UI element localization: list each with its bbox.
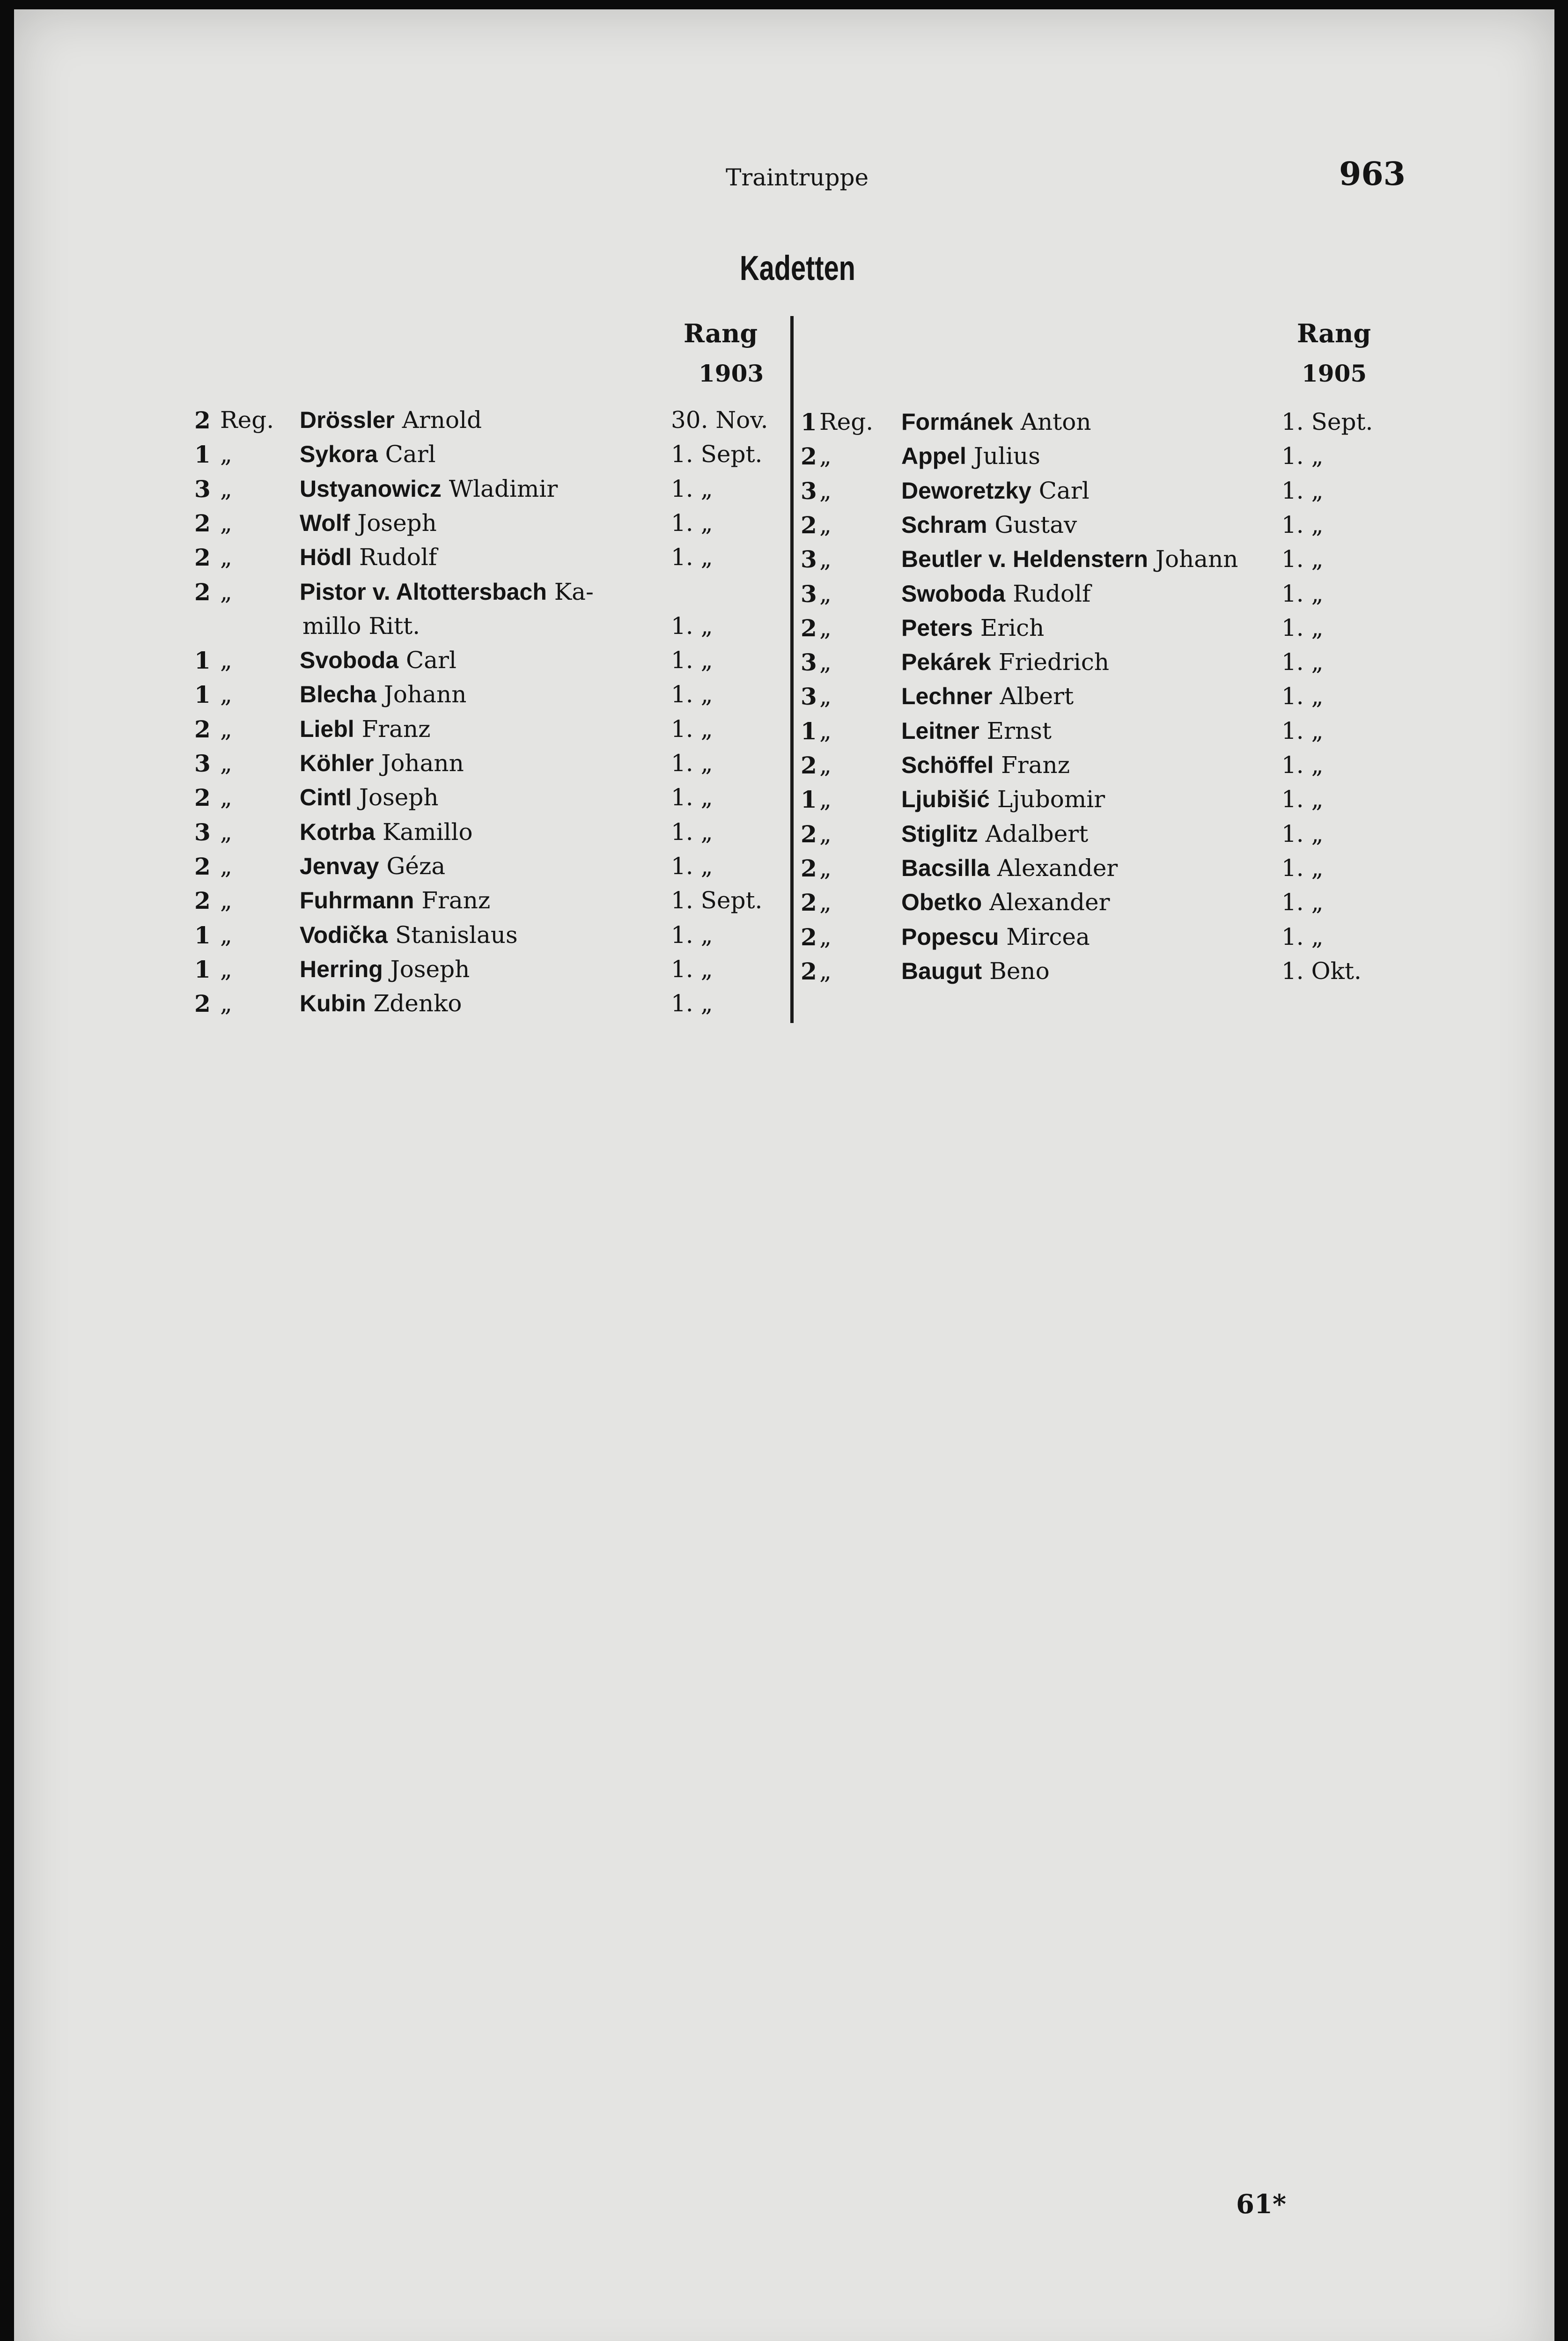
cadet-given-name: Rudolf — [1005, 580, 1091, 607]
list-item — [801, 442, 1540, 477]
cadet-given-name: Albert — [992, 683, 1074, 710]
regiment-label: „ — [819, 648, 832, 676]
rank-date: 1. „ — [671, 818, 713, 846]
cadet-surname: Svoboda — [300, 647, 399, 674]
regiment-number: 1 — [194, 921, 211, 949]
regiment-number: 2 — [801, 442, 817, 471]
regiment-number: 2 — [194, 990, 211, 1018]
cadet-surname: Obetko — [901, 889, 982, 916]
regiment-number: 1 — [194, 441, 211, 469]
list-item — [194, 784, 780, 818]
regiment-label: „ — [819, 511, 832, 538]
list-item — [194, 921, 780, 956]
rank-date: 1. „ — [671, 921, 713, 949]
cadet-surname: Pekárek — [901, 649, 991, 676]
rank-date: 1. „ — [671, 955, 713, 983]
cadet-surname: Kotrba — [300, 818, 375, 845]
regiment-number: 2 — [194, 852, 211, 880]
regiment-number: 2 — [194, 887, 211, 915]
cadet-name — [901, 923, 1090, 950]
cadet-name — [300, 887, 490, 914]
regiment-number: 2 — [801, 923, 817, 951]
list-item — [194, 990, 780, 1024]
cadet-surname: Peters — [901, 614, 973, 641]
regiment-number: 2 — [194, 578, 211, 606]
cadet-name — [901, 786, 1105, 813]
regiment-number: 2 — [194, 715, 211, 743]
regiment-number: 1 — [194, 681, 211, 709]
regiment-number: 2 — [801, 511, 817, 539]
cadet-name — [300, 715, 431, 743]
cadet-name — [901, 648, 1109, 676]
regiment-number: 2 — [801, 614, 817, 642]
cadet-name — [901, 683, 1074, 710]
list-item — [194, 612, 780, 647]
cadet-surname: Baugut — [901, 957, 982, 984]
cadet-name — [300, 647, 456, 674]
cadet-given-name: Franz — [994, 751, 1070, 779]
list-item — [194, 544, 780, 578]
cadet-given-name: Arnold — [394, 406, 482, 434]
list-item — [801, 717, 1540, 751]
regiment-label: „ — [819, 820, 832, 847]
regiment-label: „ — [819, 923, 832, 950]
list-item — [194, 750, 780, 784]
regiment-number: 2 — [801, 889, 817, 917]
cadet-given-name: Joseph — [352, 784, 439, 811]
regiment-label: „ — [819, 786, 832, 813]
regiment-label: „ — [220, 578, 232, 605]
regiment-label: „ — [819, 545, 832, 573]
cadet-name — [901, 614, 1044, 641]
list-item — [194, 956, 780, 990]
cadet-given-name: Alexander — [990, 854, 1118, 882]
rank-date: 1. „ — [671, 647, 713, 674]
regiment-number: 3 — [194, 750, 211, 777]
regiment-number: 2 — [801, 854, 817, 882]
rank-date: 1. „ — [671, 544, 713, 571]
cadet-surname: Appel — [901, 443, 966, 470]
right-year: 1905 — [1302, 360, 1367, 387]
rank-date: 1. Okt. — [1281, 957, 1362, 985]
list-item — [801, 477, 1540, 511]
cadet-given-name: Johann — [374, 750, 464, 777]
list-item — [801, 889, 1540, 923]
running-header: Traintruppe — [726, 164, 869, 191]
rank-date: 30. Nov. — [671, 406, 768, 434]
rank-date: 1. „ — [671, 990, 713, 1017]
list-item — [194, 509, 780, 544]
regiment-number: 1 — [194, 955, 211, 983]
regiment-label: „ — [220, 750, 232, 777]
regiment-number: 1 — [194, 647, 211, 675]
regiment-label: Reg. — [220, 406, 274, 434]
cadet-surname: Hödl — [300, 544, 352, 571]
regiment-label: „ — [220, 715, 232, 743]
cadet-given-name: Rudolf — [352, 544, 437, 571]
rank-date: 1. „ — [1281, 854, 1324, 882]
regiment-label: „ — [819, 751, 832, 779]
rank-date: 1. „ — [671, 509, 713, 537]
cadet-name — [300, 578, 594, 605]
cadet-name — [901, 820, 1088, 847]
cadet-given-name: Anton — [1013, 408, 1091, 435]
regiment-label: „ — [220, 441, 232, 468]
list-item — [801, 648, 1540, 683]
page — [14, 9, 1554, 2341]
list-item — [801, 545, 1540, 580]
cadet-surname: Blecha — [300, 681, 376, 708]
cadet-given-name: Stanislaus — [388, 921, 518, 949]
cadet-name — [300, 406, 482, 434]
rank-date: 1. „ — [1281, 477, 1324, 504]
cadet-surname: Vodička — [300, 921, 388, 948]
rank-date: 1. Sept. — [671, 441, 763, 468]
list-item — [194, 578, 780, 612]
regiment-number: 3 — [194, 475, 211, 503]
cadet-given-name: Carl — [1031, 477, 1090, 504]
cadet-surname: Drössler — [300, 407, 395, 433]
cadet-name — [901, 957, 1050, 985]
cadet-surname: Fuhrmann — [300, 887, 414, 914]
regiment-label: „ — [220, 475, 232, 502]
cadet-name — [300, 475, 558, 502]
rank-date: 1. „ — [671, 784, 713, 811]
regiment-label: „ — [220, 647, 232, 674]
rank-date: 1. „ — [1281, 545, 1324, 573]
cadet-given-name: Ljubomir — [989, 786, 1105, 813]
cadet-given-name: Gustav — [987, 511, 1077, 538]
cadet-name — [300, 784, 439, 811]
regiment-number: 2 — [194, 406, 211, 434]
cadet-name — [300, 509, 437, 537]
section-title: Kadetten — [740, 249, 855, 287]
regiment-number: 2 — [194, 544, 211, 572]
cadet-given-name: Friedrich — [991, 648, 1110, 676]
cadet-surname: Sykora — [300, 441, 378, 468]
cadet-given-name: Franz — [354, 715, 431, 743]
rank-date: 1. „ — [671, 750, 713, 777]
rank-date: 1. „ — [1281, 786, 1324, 813]
cadet-given-name: Beno — [982, 957, 1050, 985]
regiment-label: „ — [819, 889, 832, 916]
regiment-label: „ — [220, 544, 232, 571]
list-item — [194, 715, 780, 750]
regiment-number: 3 — [801, 545, 817, 574]
cadet-name — [901, 580, 1091, 607]
signature-mark: 61* — [1236, 2189, 1287, 2220]
regiment-label: „ — [220, 509, 232, 537]
list-item — [801, 854, 1540, 889]
rank-date: 1. „ — [1281, 889, 1324, 916]
cadet-surname: Kubin — [300, 990, 366, 1017]
cadet-given-name: millo Ritt. — [302, 612, 420, 640]
cadet-given-name: Ka- — [546, 578, 594, 605]
regiment-number: 2 — [801, 820, 817, 848]
regiment-number: 2 — [801, 957, 817, 985]
rank-date: 1. „ — [1281, 580, 1324, 607]
list-item — [194, 818, 780, 853]
cadet-given-name: Alexander — [982, 889, 1110, 916]
regiment-label: „ — [819, 717, 832, 744]
list-item — [801, 923, 1540, 957]
cadet-surname: Formánek — [901, 409, 1013, 435]
list-item — [194, 647, 780, 681]
cadet-surname: Jenvay — [300, 853, 379, 879]
regiment-number: 3 — [194, 818, 211, 846]
cadet-surname: Herring — [300, 956, 383, 982]
cadet-name — [901, 408, 1091, 435]
cadet-surname: Leitner — [901, 717, 979, 744]
regiment-number: 3 — [801, 648, 817, 677]
regiment-label: „ — [220, 681, 232, 708]
regiment-label: „ — [819, 854, 832, 882]
regiment-label: „ — [819, 614, 832, 641]
regiment-number: 1 — [801, 717, 817, 745]
regiment-label: „ — [220, 921, 232, 949]
regiment-label: „ — [220, 818, 232, 846]
list-item — [801, 511, 1540, 545]
regiment-number: 2 — [194, 784, 211, 812]
cadet-name — [300, 990, 462, 1017]
regiment-label: Reg. — [819, 408, 874, 435]
regiment-number: 1 — [801, 786, 817, 814]
regiment-label: „ — [220, 852, 232, 880]
left-year: 1903 — [699, 360, 764, 387]
cadet-name — [901, 511, 1077, 538]
cadet-name — [901, 854, 1118, 882]
cadet-given-name: Mircea — [999, 923, 1090, 950]
list-item — [801, 786, 1540, 820]
rank-date: 1. „ — [1281, 717, 1324, 744]
list-item — [801, 957, 1540, 992]
left-rang-label: Rang — [684, 318, 758, 348]
regiment-label: „ — [819, 957, 832, 985]
column-divider — [790, 316, 794, 1023]
list-item — [194, 441, 780, 475]
rank-date: 1. „ — [671, 852, 713, 880]
cadet-given-name: Zdenko — [366, 990, 462, 1017]
cadet-given-name: Kamillo — [375, 818, 473, 846]
rank-date: 1. Sept. — [1281, 408, 1373, 435]
list-item — [801, 614, 1540, 648]
list-item — [194, 887, 780, 921]
cadet-name — [300, 818, 473, 846]
cadet-surname: Liebl — [300, 715, 354, 742]
cadet-given-name: Wladimir — [441, 475, 558, 502]
cadet-name — [300, 544, 437, 571]
cadet-surname: Wolf — [300, 509, 350, 536]
cadet-surname: Ljubišić — [901, 786, 990, 813]
cadet-given-name: Géza — [379, 852, 446, 880]
regiment-number: 3 — [801, 683, 817, 711]
rank-date: 1. „ — [671, 612, 713, 640]
cadet-given-name: Joseph — [350, 509, 437, 537]
cadet-given-name: Joseph — [383, 955, 470, 983]
cadet-surname: Stiglitz — [901, 820, 978, 847]
list-item — [801, 408, 1540, 442]
cadet-surname: Beutler v. Heldenstern — [901, 546, 1148, 573]
list-item — [801, 820, 1540, 854]
cadet-given-name: Franz — [414, 887, 491, 914]
list-item — [194, 853, 780, 887]
regiment-label: „ — [819, 683, 832, 710]
cadet-surname: Schram — [901, 511, 987, 538]
regiment-number: 3 — [801, 580, 817, 608]
cadet-given-name: Julius — [966, 442, 1040, 470]
cadet-name — [901, 442, 1040, 470]
cadet-name — [300, 681, 466, 708]
regiment-label: „ — [819, 580, 832, 607]
cadet-surname: Bacsilla — [901, 854, 990, 881]
cadet-given-name: Johann — [376, 681, 467, 708]
cadet-given-name: Carl — [377, 441, 436, 468]
cadet-name — [901, 889, 1110, 916]
cadet-surname: Lechner — [901, 683, 993, 710]
cadet-name — [901, 751, 1070, 779]
rank-date: 1. „ — [1281, 648, 1324, 676]
cadet-name — [300, 441, 436, 468]
cadet-given-name: Johann — [1148, 545, 1238, 573]
list-item — [194, 681, 780, 715]
cadet-given-name: Erich — [972, 614, 1045, 641]
cadet-surname: Ustyanowicz — [300, 475, 442, 502]
cadet-surname: Cintl — [300, 784, 352, 811]
list-item — [194, 406, 780, 441]
rank-date: 1. „ — [1281, 442, 1324, 470]
list-item — [194, 475, 780, 509]
cadet-name — [300, 956, 470, 983]
rank-date: 1. „ — [1281, 614, 1324, 641]
list-item — [801, 751, 1540, 786]
regiment-number: 2 — [801, 751, 817, 779]
rank-date: 1. „ — [1281, 923, 1324, 950]
rank-date: 1. „ — [1281, 511, 1324, 538]
regiment-number: 3 — [801, 477, 817, 505]
regiment-label: „ — [819, 442, 832, 470]
page-number: 963 — [1339, 155, 1406, 193]
regiment-label: „ — [819, 477, 832, 504]
rank-date: 1. „ — [671, 475, 713, 502]
rank-date: 1. „ — [671, 681, 713, 708]
cadet-name — [901, 717, 1052, 744]
list-item — [801, 580, 1540, 614]
regiment-label: „ — [220, 784, 232, 811]
rank-date: 1. „ — [1281, 751, 1324, 779]
cadet-surname: Pistor v. Altottersbach — [300, 578, 547, 605]
cadet-name — [302, 612, 420, 640]
regiment-number: 1 — [801, 408, 817, 436]
cadet-surname: Swoboda — [901, 580, 1006, 607]
cadet-name — [300, 921, 518, 949]
cadet-given-name: Ernst — [979, 717, 1052, 744]
cadet-surname: Deworetzky — [901, 477, 1031, 504]
list-item — [801, 683, 1540, 717]
regiment-label: „ — [220, 990, 232, 1017]
cadet-name — [300, 750, 464, 777]
cadet-given-name: Carl — [398, 647, 456, 674]
regiment-label: „ — [220, 955, 232, 983]
cadet-name — [901, 545, 1238, 573]
cadet-surname: Köhler — [300, 750, 374, 776]
cadet-name — [300, 853, 445, 880]
cadet-name — [901, 477, 1090, 504]
cadet-given-name: Adalbert — [978, 820, 1089, 847]
regiment-label: „ — [220, 887, 232, 914]
cadet-surname: Popescu — [901, 923, 999, 950]
rank-date: 1. Sept. — [671, 887, 763, 914]
rank-date: 1. „ — [1281, 820, 1324, 847]
rank-date: 1. „ — [1281, 683, 1324, 710]
cadet-surname: Schöffel — [901, 752, 994, 778]
right-rang-label: Rang — [1297, 318, 1371, 348]
regiment-number: 2 — [194, 509, 211, 537]
rank-date: 1. „ — [671, 715, 713, 743]
